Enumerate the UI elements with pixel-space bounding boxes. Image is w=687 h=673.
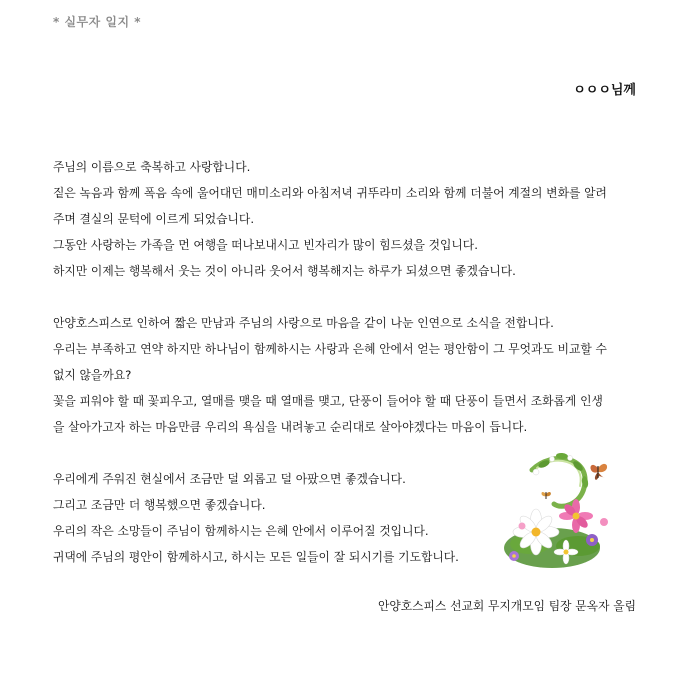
text-line: 을 살아가고자 하는 마음만큼 우리의 욕심을 내려놓고 순리대로 살아야겠다는 마음이 듭니다. [53, 420, 528, 434]
text-line: 안양호스피스로 인하여 짧은 만남과 주님의 사랑으로 마음을 같이 나눈 인연으로 소식을 전합니다. [53, 316, 554, 330]
text-line: 그리고 조금만 더 행복했으면 좋겠습니다. [53, 498, 266, 512]
paragraph [53, 310, 643, 440]
text-line: 우리의 작은 소망들이 주님이 함께하시는 은혜 안에서 이루어질 것입니다. [53, 524, 429, 538]
text-line: 귀댁에 주님의 평안이 함께하시고, 하시는 모든 일들이 잘 되시기를 기도합니다. [53, 550, 459, 564]
text-line: 꽃을 피워야 할 때 꽃피우고, 열매를 맺을 때 열매를 맺고, 단풍이 들어야 할 때 단풍이 들면서 조화롭게 인생 [53, 394, 603, 408]
text-line: 우리는 부족하고 연약 하지만 하나님이 함께하시는 사랑과 은혜 안에서 얻는 평안함이 그 무엇과도 비교할 수 [53, 342, 607, 356]
paragraph-spacer [53, 284, 643, 310]
paragraph [53, 154, 643, 284]
text-line: 주며 결실의 문턱에 이르게 되었습니다. [53, 212, 255, 226]
text-line: 짙은 녹음과 함께 폭음 속에 울어대던 매미소리와 아침저녁 귀뚜라미 소리와 함께 더불어 계절의 변화를 알려 [53, 186, 607, 200]
text-line: 하지만 이제는 행복해서 웃는 것이 아니라 웃어서 행복해지는 하루가 되셨으면 좋겠습니다. [53, 264, 516, 278]
butterfly-icon [591, 464, 608, 480]
text-line: 없지 않을까요? [53, 368, 132, 382]
butterfly-icon [542, 492, 551, 499]
text-line: 주님의 이름으로 축복하고 사랑합니다. [53, 160, 251, 174]
letter-signature: 안양호스피스 선교회 무지개모임 팀장 문옥자 올림 [377, 599, 636, 613]
recipient-name: ㅇㅇㅇ님께 [573, 83, 636, 98]
text-line: 우리에게 주워진 현실에서 조금만 덜 외롭고 덜 아팠으면 좋겠습니다. [53, 472, 406, 486]
flower-bouquet-icon [492, 448, 624, 576]
text-line: 그동안 사랑하는 가족을 먼 여행을 떠나보내시고 빈자리가 많이 힘드셨을 것입니다. [53, 238, 478, 252]
page-header-title: * 실무자 일지 * [53, 15, 142, 29]
